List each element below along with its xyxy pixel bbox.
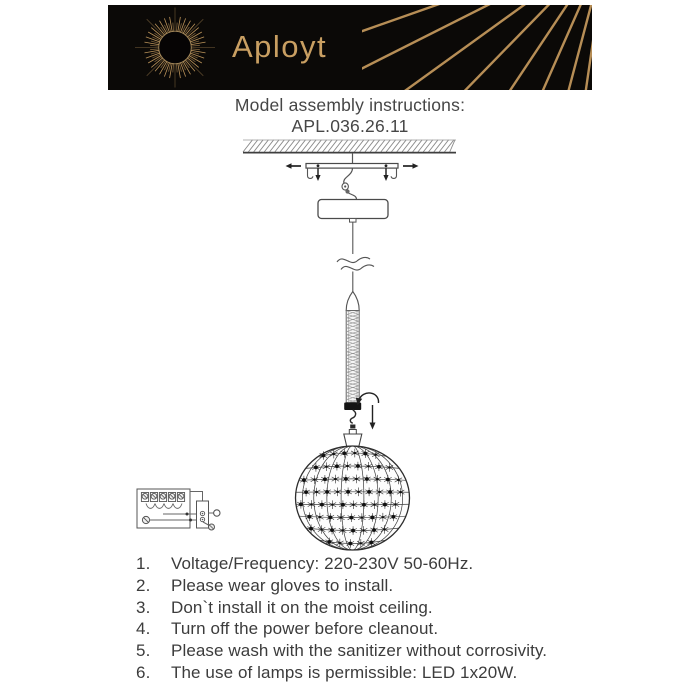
sphere-cap bbox=[344, 430, 362, 448]
right-arrow-icon bbox=[413, 163, 419, 169]
instruction-item-3: Don`t install it on the moist ceiling. bbox=[171, 597, 433, 617]
mounting-bracket bbox=[286, 163, 419, 181]
assembly-diagram bbox=[100, 130, 600, 555]
hook bbox=[350, 410, 355, 423]
crystal-sphere bbox=[296, 446, 410, 550]
canopy-nib bbox=[350, 219, 357, 223]
tube-top-cone bbox=[346, 292, 359, 311]
instructions-list bbox=[134, 553, 604, 684]
sunburst-icon bbox=[108, 5, 238, 90]
instruction-item-1: Voltage/Frequency: 220-230V 50-60Hz. bbox=[171, 554, 474, 573]
down-arrow-icon bbox=[315, 175, 320, 181]
terminal-block bbox=[141, 493, 184, 509]
wiring-diagram bbox=[137, 489, 220, 530]
header-banner bbox=[108, 5, 592, 90]
instruction-item-2: Please wear gloves to install. bbox=[171, 575, 394, 595]
wire-break-symbol bbox=[337, 257, 374, 270]
instruction-item-5: Please wash with the sanitizer without corrosivity. bbox=[171, 641, 548, 661]
down-arrow-icon bbox=[383, 175, 388, 181]
brand-name: Aployt bbox=[232, 29, 328, 64]
down-arrow-icon bbox=[370, 405, 376, 430]
wire-connector bbox=[342, 168, 357, 200]
rays-decoration-icon bbox=[362, 5, 592, 90]
left-arrow-icon bbox=[286, 163, 292, 169]
instruction-item-6: The use of lamps is permissible: LED 1x20W. bbox=[171, 662, 518, 682]
connector-pin bbox=[350, 425, 355, 429]
page-title: Model assembly instructions: bbox=[234, 95, 466, 115]
canopy bbox=[318, 200, 388, 219]
lamp-symbol bbox=[214, 510, 220, 516]
ceiling-hatch bbox=[243, 140, 455, 152]
ground-symbol bbox=[209, 524, 215, 530]
model-code: APL.036.26.11 bbox=[291, 116, 409, 136]
instruction-item-4: Turn off the power before cleanout. bbox=[171, 619, 439, 639]
